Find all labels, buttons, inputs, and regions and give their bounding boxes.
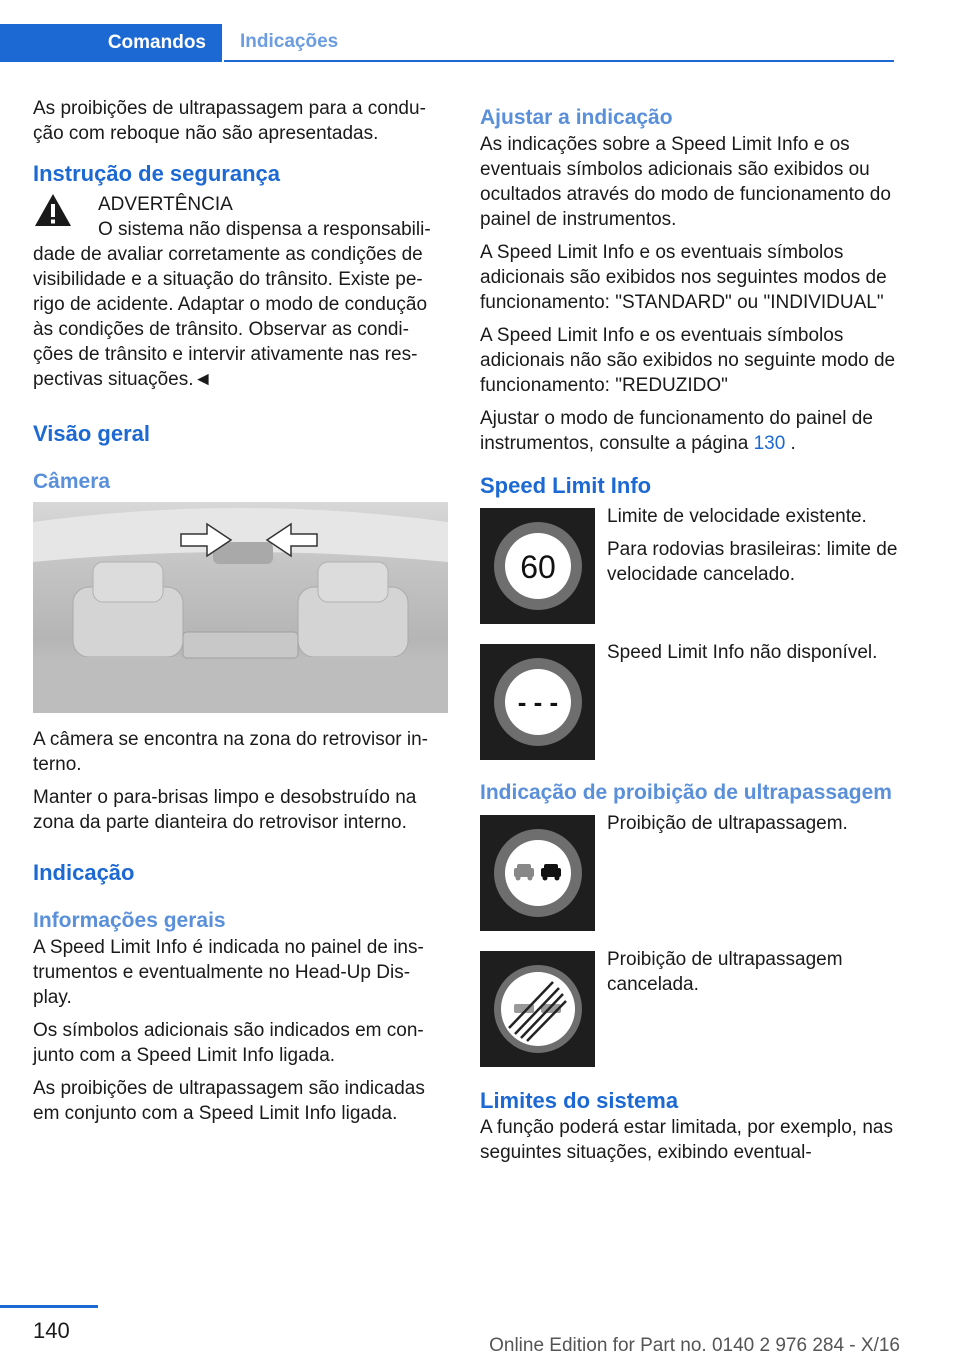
right-column [480, 104, 900, 1173]
no-passing-sign-icon [493, 828, 583, 918]
speed-limit-unavailable-sign [480, 644, 595, 760]
sign-row-no-passing [480, 815, 900, 931]
adjust-p4-suffix: . [785, 433, 796, 454]
sign1-description [607, 504, 902, 595]
warning-triangle-icon [33, 192, 73, 228]
sign3-text: Proibição de ultrapassagem. [607, 813, 848, 834]
no-passing-sign [480, 815, 595, 931]
svg-text:- - -: - - - [517, 687, 558, 717]
speed-limit-sign-icon [493, 521, 583, 611]
general-paragraph-1: A Speed Limit Info é indicada no painel de ins‐trumentos e eventualmente no Head-Up Dis‐play. [33, 937, 424, 1008]
sign-row-no-passing-ended [480, 951, 900, 1067]
sign1-text-2: Para rodovias brasileiras: limite de velocidade cancelado. [607, 539, 898, 585]
adjust-paragraph-4 [480, 406, 900, 456]
no-passing-heading: Indicação de proibição de ultrapassagem [480, 781, 892, 804]
sign2-description [607, 640, 902, 673]
page-number: 140 [33, 1318, 70, 1343]
left-column [33, 96, 448, 1134]
sign-row-60 [480, 508, 900, 624]
adjust-paragraph-2: A Speed Limit Info e os eventuais símbolos adicionais são exibidos nos seguintes modos de funcionamento: "STANDARD" ou "INDIVIDUAL" [480, 242, 887, 313]
overview-heading: Visão geral [33, 421, 150, 446]
no-passing-ended-sign [480, 951, 595, 1067]
warning-title: ADVERTÊNCIA [98, 194, 233, 215]
speed-limit-60-sign [480, 508, 595, 624]
speed-limit-info-heading: Speed Limit Info [480, 473, 652, 498]
no-passing-ended-sign-icon [493, 964, 583, 1054]
adjust-heading: Ajustar a indicação [480, 106, 673, 129]
sign4-description [607, 947, 902, 1005]
safety-heading: Instrução de segurança [33, 161, 280, 186]
sign4-text: Proibição de ultrapassagem cancelada. [607, 949, 843, 995]
adjust-paragraph-3: A Speed Limit Info e os eventuais símbolos adicionais não são exibidos no seguinte modo de funcionamento: "REDUZIDO" [480, 325, 896, 396]
header-tabs [0, 0, 960, 62]
sign-row-unavailable [480, 644, 900, 760]
page-link-130[interactable]: 130 [753, 433, 786, 454]
warning-block [33, 192, 448, 392]
display-heading: Indicação [33, 860, 135, 885]
sign3-description [607, 811, 902, 844]
adjust-p4-text: Ajustar o modo de funcionamento do painel de instrumentos, consulte a página [480, 408, 873, 454]
tab-comandos[interactable]: Comandos [0, 24, 222, 62]
system-limits-heading: Limites do sistema [480, 1088, 679, 1113]
camera-location-photo [33, 502, 448, 713]
tab-indicacoes[interactable]: Indicações [224, 24, 894, 62]
general-info-heading: Informações gerais [33, 909, 226, 932]
limits-paragraph: A função poderá estar limitada, por exemplo, nas seguintes situações, exibindo eventual‐ [480, 1117, 893, 1163]
general-paragraph-3: As proibições de ultrapassagem são indicadas em conjunto com a Speed Limit Info ligada. [33, 1078, 425, 1124]
unavailable-sign-icon [493, 657, 583, 747]
warning-text: O sistema não dispensa a responsabili‐dade de avaliar corretamente as condições de visibilidade e a situação do trânsito. Existe pe‐rigo de acidente. Adaptar o modo de condução às condições de trânsito. Observar as condi‐ções de trânsito e intervir ativamente nas res‐pectivas situações.◄ [33, 219, 431, 390]
camera-paragraph-2: Manter o para-brisas limpo e desobstruído na zona da parte dianteira do retrovisor interno. [33, 787, 417, 833]
svg-text:60: 60 [519, 549, 556, 585]
intro-paragraph: As proibições de ultrapassagem para a condu‐ção com reboque não são apresentadas. [33, 98, 426, 144]
car-interior-illustration [33, 502, 448, 713]
footer-accent-line [0, 1305, 98, 1308]
edition-footer: Online Edition for Part no. 0140 2 976 284 - X/16 [489, 1335, 900, 1356]
camera-heading: Câmera [33, 470, 111, 493]
camera-paragraph-1: A câmera se encontra na zona do retrovisor in‐terno. [33, 729, 428, 775]
sign2-text: Speed Limit Info não disponível. [607, 642, 878, 663]
adjust-paragraph-1: As indicações sobre a Speed Limit Info e os eventuais símbolos adicionais são exibidos ou ocultados através do modo de funcionamento do painel de instrumentos. [480, 134, 891, 230]
general-paragraph-2: Os símbolos adicionais são indicados em con‐junto com a Speed Limit Info ligada. [33, 1020, 424, 1066]
sign1-text-1: Limite de velocidade existente. [607, 506, 867, 527]
